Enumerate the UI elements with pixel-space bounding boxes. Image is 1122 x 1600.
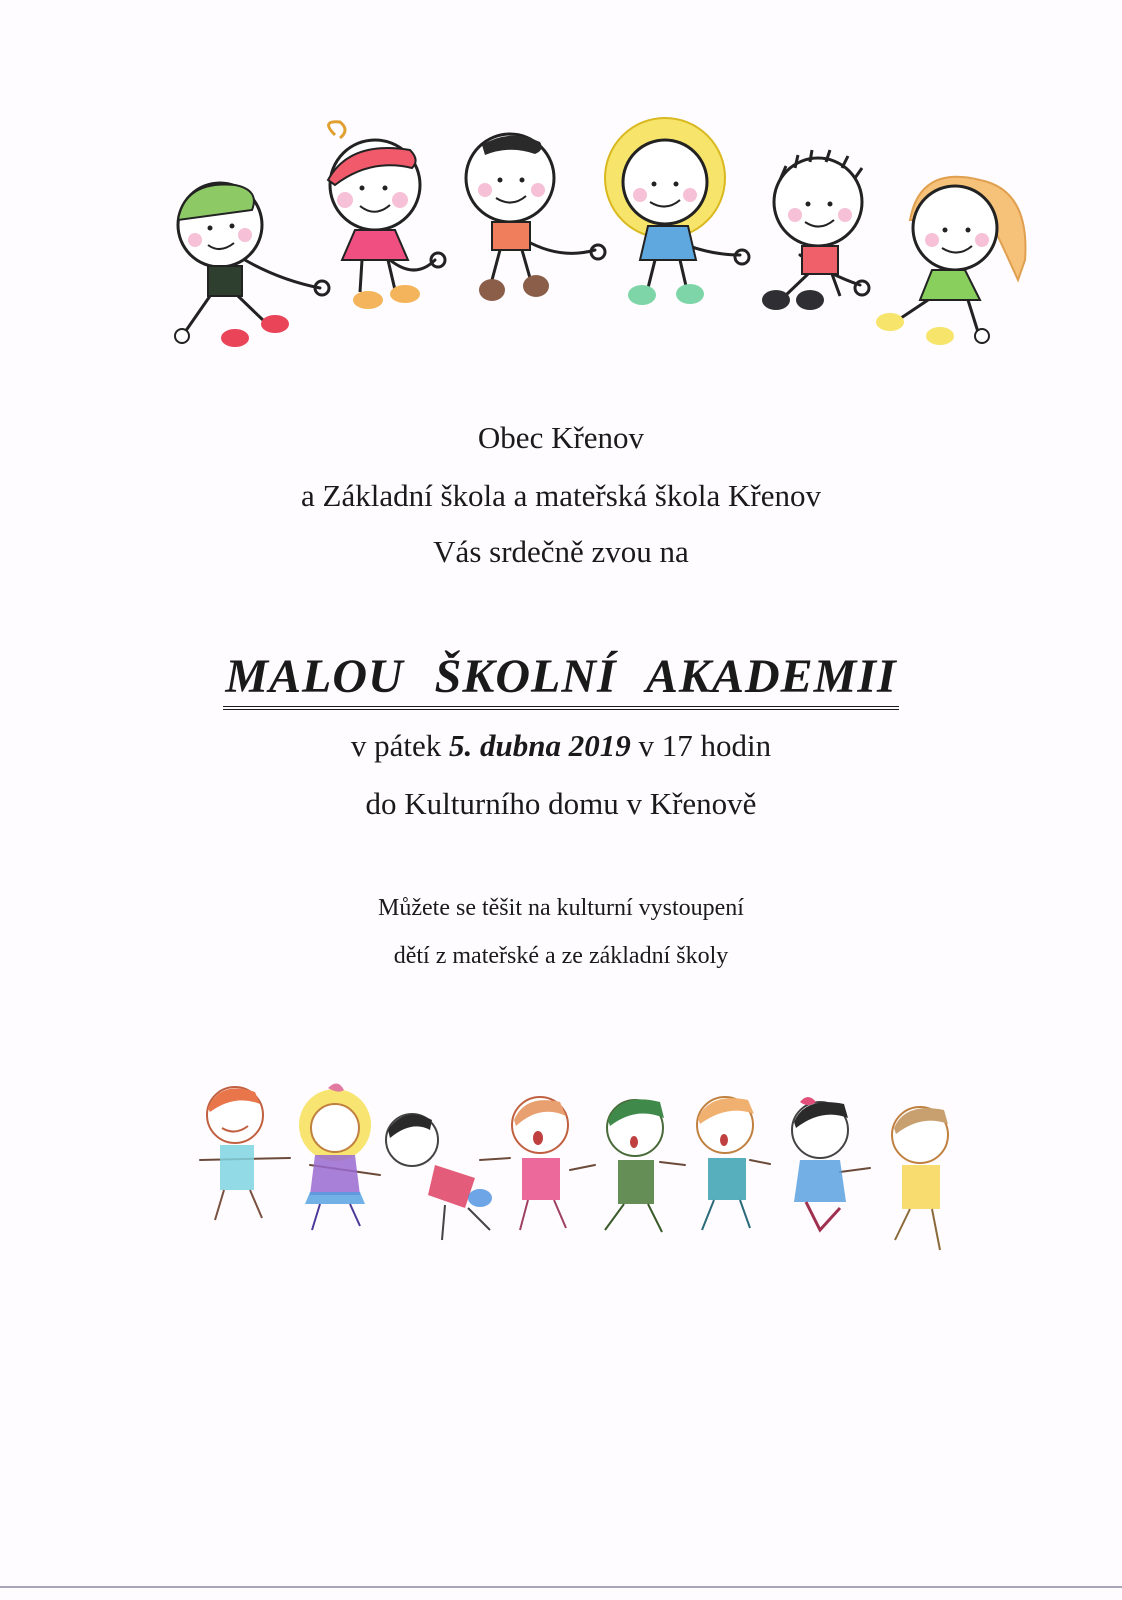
dancing-child	[892, 1107, 948, 1250]
host-line: Obec Křenov	[477, 420, 645, 455]
child-figure	[876, 177, 1025, 345]
child-figure	[762, 150, 862, 310]
children-holding-hands-illustration	[150, 110, 1050, 360]
dancing-child	[605, 1099, 664, 1232]
child-figure	[328, 122, 420, 309]
event-headline: MALOU ŠKOLNÍ AKADEMII	[223, 650, 898, 710]
dancing-children-illustration	[180, 1080, 1000, 1280]
event-time: v 17 hodin	[638, 728, 772, 763]
event-date: 5. dubna 2019	[449, 728, 631, 763]
event-date-line	[0, 728, 1122, 764]
dancing-child	[299, 1083, 371, 1230]
dancing-child	[512, 1097, 568, 1230]
child-figure	[175, 183, 289, 347]
school-line: a Základní škola a mateřská škola Křenov	[301, 478, 821, 513]
program-note-line1: Můžete se těšit na kulturní vystoupení	[378, 895, 744, 921]
child-figure	[605, 118, 725, 305]
dancing-child	[792, 1097, 848, 1230]
page-edge-line	[0, 1586, 1122, 1588]
program-note-line2: dětí z mateřské a ze základní školy	[393, 943, 729, 969]
dancing-child	[207, 1087, 263, 1220]
dancing-child	[697, 1097, 754, 1230]
dancing-child	[386, 1114, 492, 1240]
date-prefix: v pátek	[350, 728, 442, 763]
invite-line: Vás srdečně zvou na	[433, 534, 689, 569]
event-venue: do Kulturního domu v Křenově	[365, 786, 757, 821]
child-figure	[466, 134, 554, 301]
